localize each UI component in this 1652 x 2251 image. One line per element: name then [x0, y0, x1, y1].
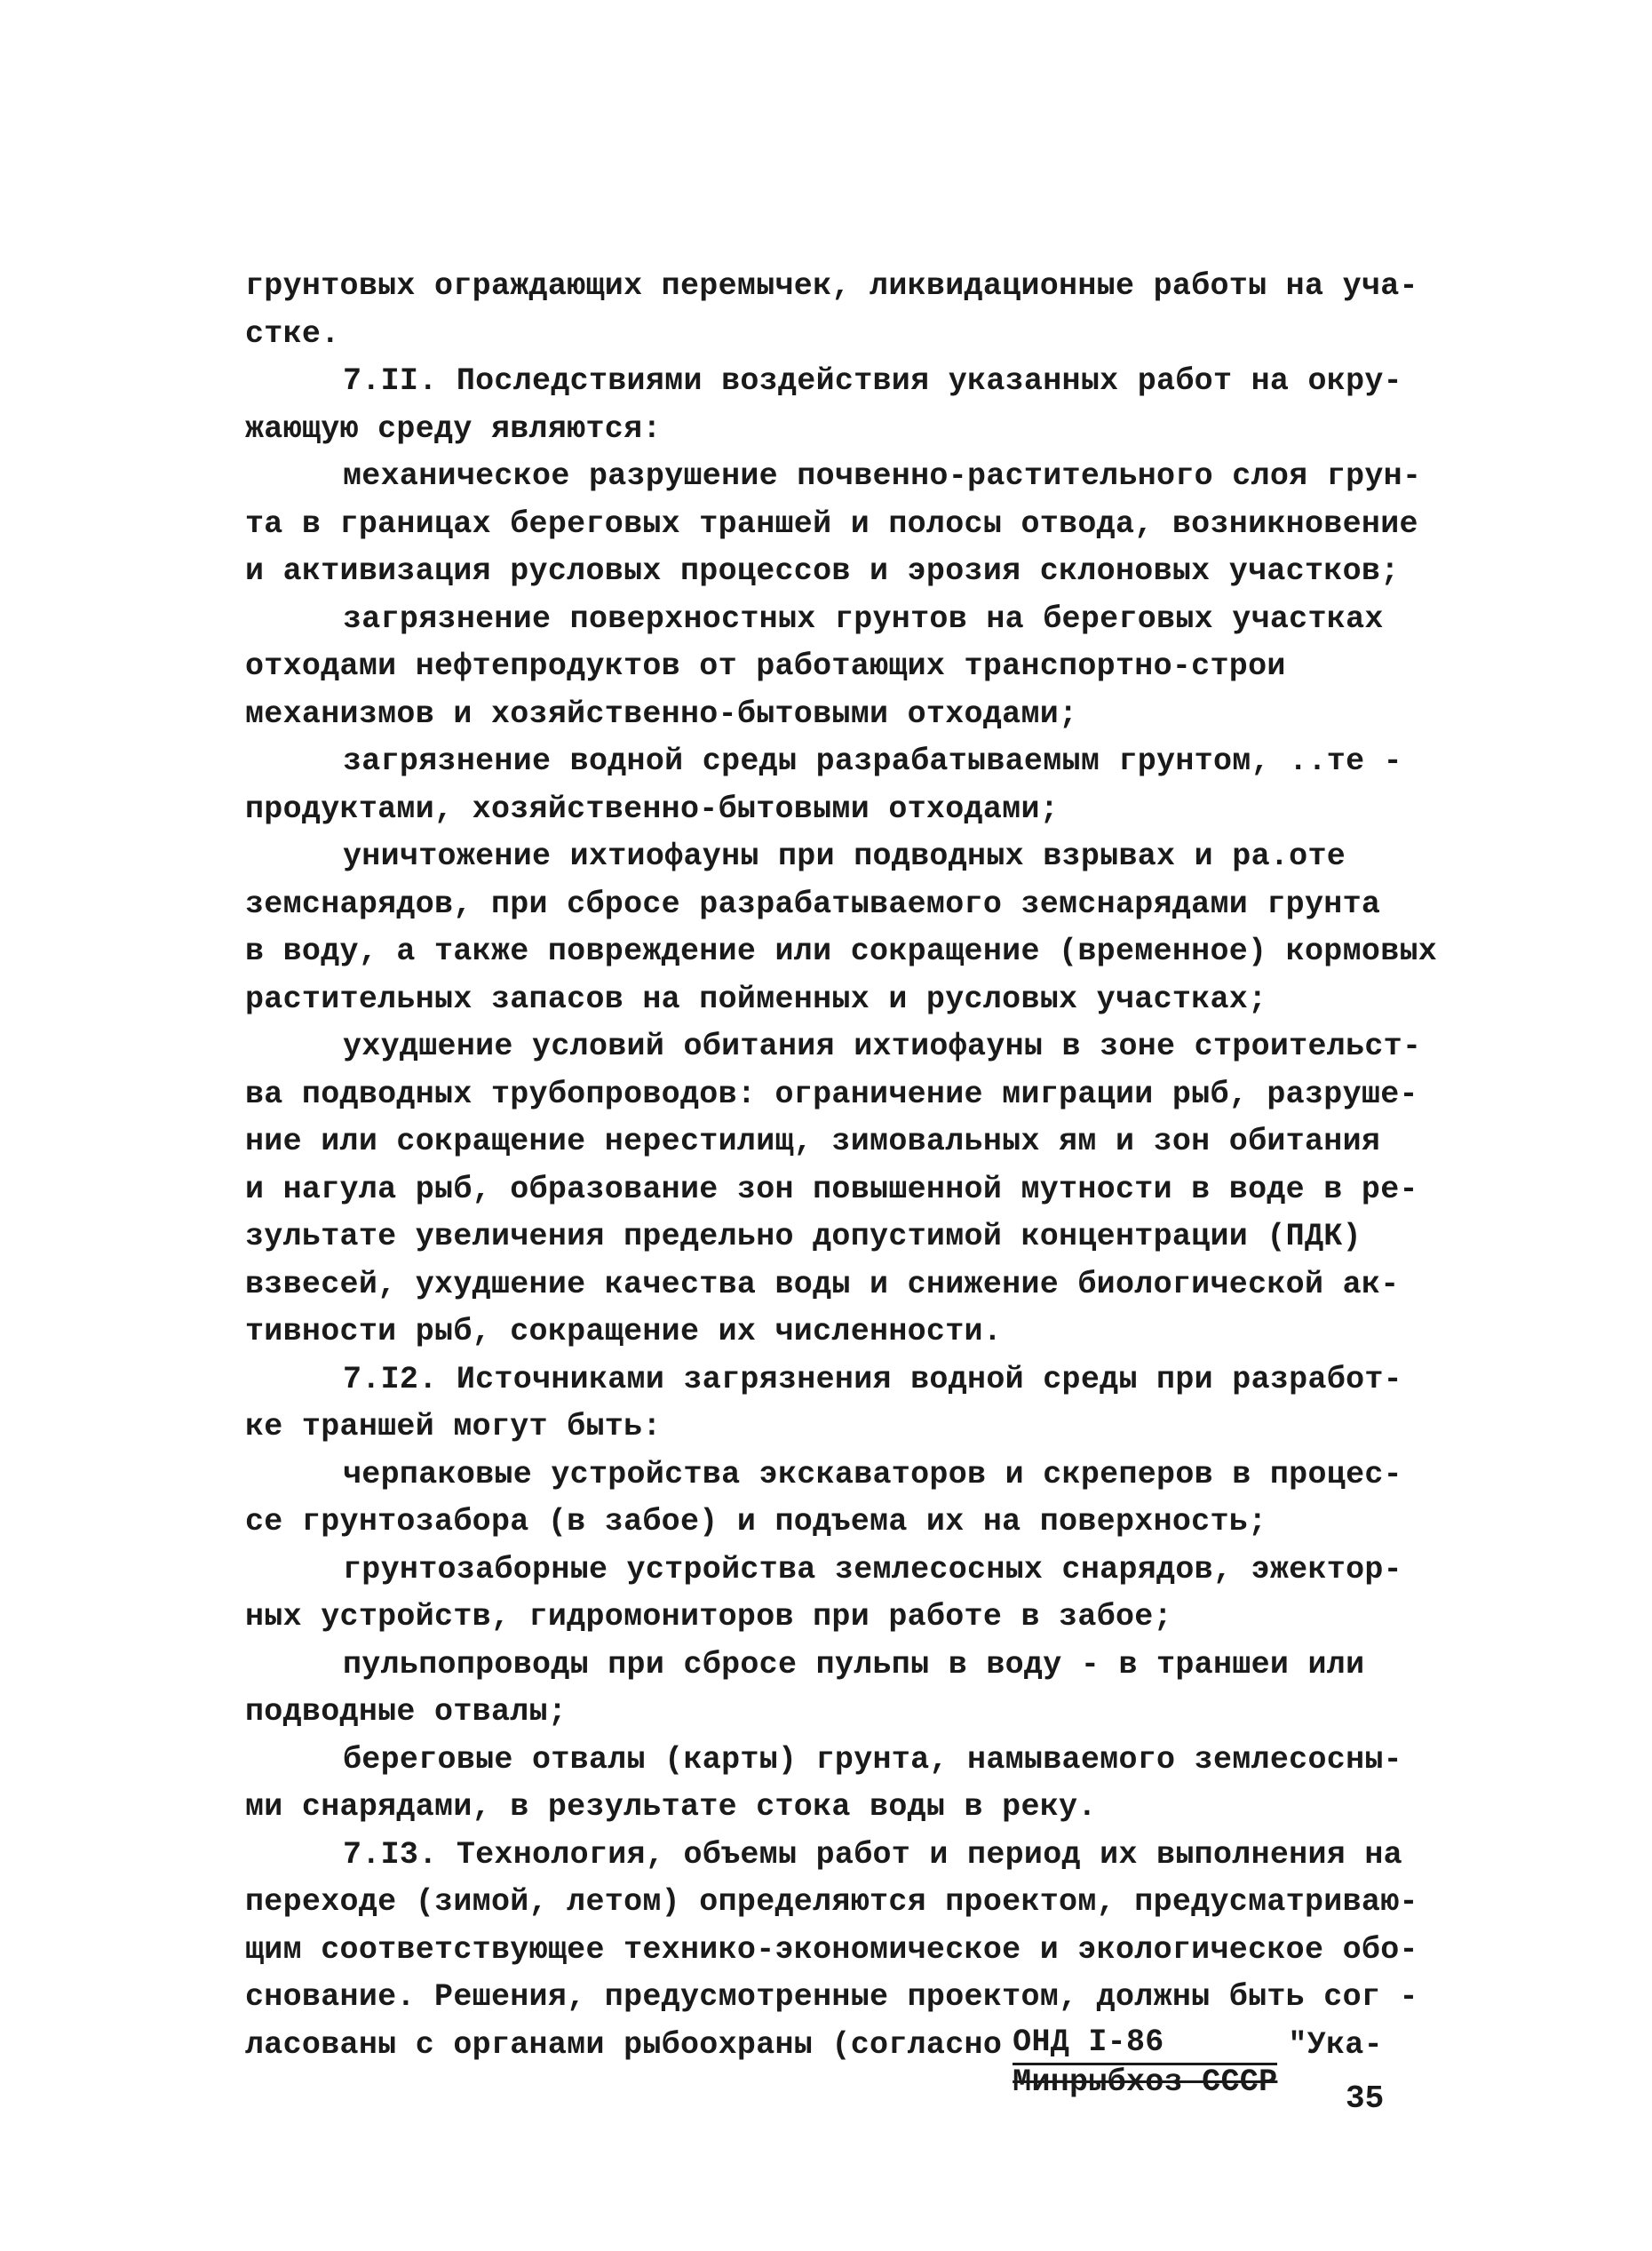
last-line-text-before: ласованы с органами рыбоохраны (согласно	[245, 2026, 1003, 2063]
text-line: снование. Решения, предусмотренные проектом, должны быть сог -	[245, 1979, 1418, 2015]
text-line: тивности рыб, сокращение их численности.	[245, 1314, 1003, 1349]
last-line-text-after: "Ука-	[1288, 2026, 1383, 2063]
text-line: та в границах береговых траншей и полосы отвода, возникновение	[245, 505, 1418, 542]
text-line: уничтожение ихтиофауны при подводных взрывах и ра.оте	[343, 839, 1346, 874]
text-line: взвесей, ухудшение качества воды и снижение биологической ак-	[245, 1266, 1400, 1302]
text-line: се грунтозабора (в забое) и подъема их на поверхность;	[245, 1504, 1267, 1539]
page-number: 35	[1346, 2080, 1385, 2117]
text-line: ние или сокращение нерестилищ, зимовальных ям и зон обитания	[245, 1124, 1381, 1159]
text-line: ухудшение условий обитания ихтиофауны в зоне строительст-	[343, 1029, 1422, 1064]
text-line: в воду, а также повреждение или сокращение (временное) кормовых	[245, 934, 1438, 969]
text-line: 7.II. Последствиями воздействия указанных работ на окру-	[343, 363, 1402, 399]
text-line: и нагула рыб, образование зон повышенной мутности в воде в ре-	[245, 1171, 1418, 1207]
text-line: ных устройств, гидромониторов при работе в забое;	[245, 1599, 1172, 1635]
text-line: ми снарядами, в результате стока воды в реку.	[245, 1789, 1097, 1825]
text-line: отходами нефтепродуктов от работающих транспортно-строи	[245, 648, 1286, 684]
text-line: жающую среду являются:	[245, 410, 662, 447]
reference-authority: Минрыбхоз СССР	[1013, 2064, 1278, 2100]
text-line: стке.	[245, 315, 340, 352]
text-line: зультате увеличения предельно допустимой концентрации (ПДК)	[245, 1219, 1362, 1254]
reference-document	[1013, 2022, 1277, 2099]
text-line: подводные отвалы;	[245, 1694, 568, 1730]
text-line: грунтовых ограждающих перемычек, ликвидационные работы на уча-	[245, 268, 1418, 304]
text-line: 7.I2. Источниками загрязнения водной среды при разработ-	[343, 1361, 1402, 1397]
text-line: механическое разрушение почвенно-растительного слоя грун-	[343, 458, 1422, 494]
text-line: загрязнение поверхностных грунтов на береговых участках	[343, 601, 1384, 637]
text-line: загрязнение водной среды разрабатываемым грунтом, ..те -	[343, 744, 1402, 779]
text-line: 7.I3. Технология, объемы работ и период их выполнения на	[343, 1836, 1402, 1873]
text-line: черпаковые устройства экскаваторов и скреперов в процес-	[343, 1456, 1402, 1492]
text-line: щим соответствующее технико-экономическое и экологическое обо-	[245, 1931, 1418, 1968]
text-line: пульпопроводы при сбросе пульпы в воду - в траншеи или	[343, 1646, 1365, 1682]
text-line: грунтозаборные устройства землесосных снарядов, эжектор-	[343, 1551, 1402, 1587]
text-line: береговые отвалы (карты) грунта, намываемого землесосны-	[343, 1741, 1402, 1778]
text-line: механизмов и хозяйственно-бытовыми отходами;	[245, 696, 1078, 732]
text-line: продуктами, хозяйственно-бытовыми отходами;	[245, 791, 1060, 827]
text-line: ке траншей могут быть:	[245, 1409, 662, 1444]
reference-code: ОНД I-86	[1013, 2022, 1277, 2065]
text-line: земснарядов, при сбросе разрабатываемого земснарядами грунта	[245, 886, 1381, 922]
text-line: и активизация русловых процессов и эрозия склоновых участков;	[245, 553, 1400, 589]
text-line: растительных запасов на пойменных и русловых участках;	[245, 981, 1267, 1017]
text-line: переходе (зимой, летом) определяются проектом, предусматриваю-	[245, 1884, 1418, 1920]
text-line: ва подводных трубопроводов: ограничение миграции рыб, разруше-	[245, 1076, 1418, 1112]
